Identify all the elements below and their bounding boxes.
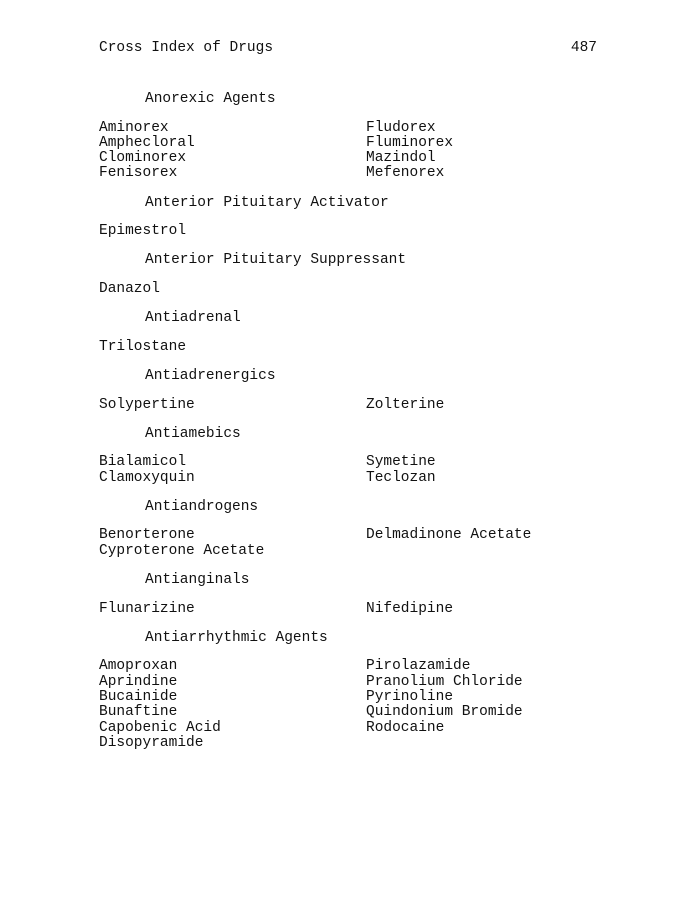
drug-category-section <box>99 90 597 182</box>
drug-name: Mazindol <box>366 150 436 167</box>
drug-name: Teclozan <box>366 469 436 486</box>
drug-category-section <box>99 571 597 617</box>
drug-list <box>99 455 597 486</box>
drug-category-section <box>99 425 597 486</box>
drug-name: Solypertine <box>99 396 195 413</box>
page-number: 487 <box>570 40 597 56</box>
category-heading: Antianginals <box>145 572 250 589</box>
category-heading: Antiadrenal <box>145 310 241 327</box>
drug-name: Symetine <box>366 454 436 471</box>
drug-list <box>99 282 597 297</box>
category-heading: Anterior Pituitary Activator <box>145 194 389 211</box>
drug-name: Pranolium Chloride <box>366 673 523 690</box>
page-header <box>99 39 597 57</box>
drug-name: Epimestrol <box>99 223 187 240</box>
category-heading: Antiamebics <box>145 425 241 442</box>
drug-list <box>99 121 597 182</box>
drug-name: Bunaftine <box>99 704 178 721</box>
drug-name: Amoproxan <box>99 658 178 675</box>
drug-category-section <box>99 194 597 240</box>
drug-name: Danazol <box>99 280 160 297</box>
category-heading: Antiandrogens <box>145 498 259 515</box>
drug-name: Cyproterone Acetate <box>99 542 265 559</box>
drug-category-section <box>99 251 597 297</box>
drug-category-section <box>99 367 597 413</box>
drug-category-section <box>99 629 597 751</box>
drug-column-right <box>366 121 597 182</box>
drug-name: Pyrinoline <box>366 688 454 705</box>
drug-column-left <box>99 224 366 239</box>
drug-name: Bucainide <box>99 688 178 705</box>
drug-column-right <box>366 398 597 413</box>
drug-name: Delmadinone Acetate <box>366 527 532 544</box>
drug-name: Disopyramide <box>99 734 204 751</box>
drug-name: Bialamicol <box>99 454 187 471</box>
drug-column-left <box>99 121 366 182</box>
drug-column-left <box>99 659 366 751</box>
drug-name: Quindonium Bromide <box>366 704 523 721</box>
drug-name: Zolterine <box>366 396 445 413</box>
drug-name: Rodocaine <box>366 719 445 736</box>
drug-name: Nifedipine <box>366 600 454 617</box>
drug-column-left <box>99 455 366 486</box>
drug-name: Trilostane <box>99 338 187 355</box>
drug-column-left <box>99 282 366 297</box>
drug-name: Clamoxyquin <box>99 469 195 486</box>
category-heading: Anorexic Agents <box>145 91 276 107</box>
drug-name: Capobenic Acid <box>99 719 221 736</box>
drug-column-right <box>366 528 597 559</box>
drug-column-right <box>366 659 597 751</box>
category-heading: Antiarrhythmic Agents <box>145 629 328 646</box>
drug-column-left <box>99 340 366 355</box>
drug-column-left <box>99 602 366 617</box>
category-heading: Antiadrenergics <box>145 368 276 385</box>
drug-name: Amphecloral <box>99 134 195 151</box>
drug-name: Mefenorex <box>366 165 445 182</box>
drug-column-right <box>366 224 597 239</box>
drug-list <box>99 340 597 355</box>
drug-name: Fluminorex <box>366 134 454 151</box>
drug-list <box>99 224 597 239</box>
drug-name: Aminorex <box>99 119 169 136</box>
drug-name: Clominorex <box>99 150 187 167</box>
drug-column-left <box>99 398 366 413</box>
drug-name: Pirolazamide <box>366 658 471 675</box>
drug-list <box>99 528 597 559</box>
running-header-title: Cross Index of Drugs <box>99 40 274 56</box>
drug-name: Flunarizine <box>99 600 195 617</box>
category-heading: Anterior Pituitary Suppressant <box>145 252 407 269</box>
drug-column-left <box>99 528 366 559</box>
drug-category-section <box>99 309 597 355</box>
drug-list <box>99 659 597 751</box>
drug-column-right <box>366 340 597 355</box>
drug-name: Benorterone <box>99 527 195 544</box>
drug-index-content <box>99 90 597 763</box>
drug-column-right <box>366 602 597 617</box>
drug-list <box>99 398 597 413</box>
drug-list <box>99 602 597 617</box>
drug-name: Fludorex <box>366 119 436 136</box>
drug-category-section <box>99 498 597 559</box>
drug-name: Fenisorex <box>99 165 178 182</box>
drug-name: Aprindine <box>99 673 178 690</box>
drug-column-right <box>366 455 597 486</box>
drug-column-right <box>366 282 597 297</box>
